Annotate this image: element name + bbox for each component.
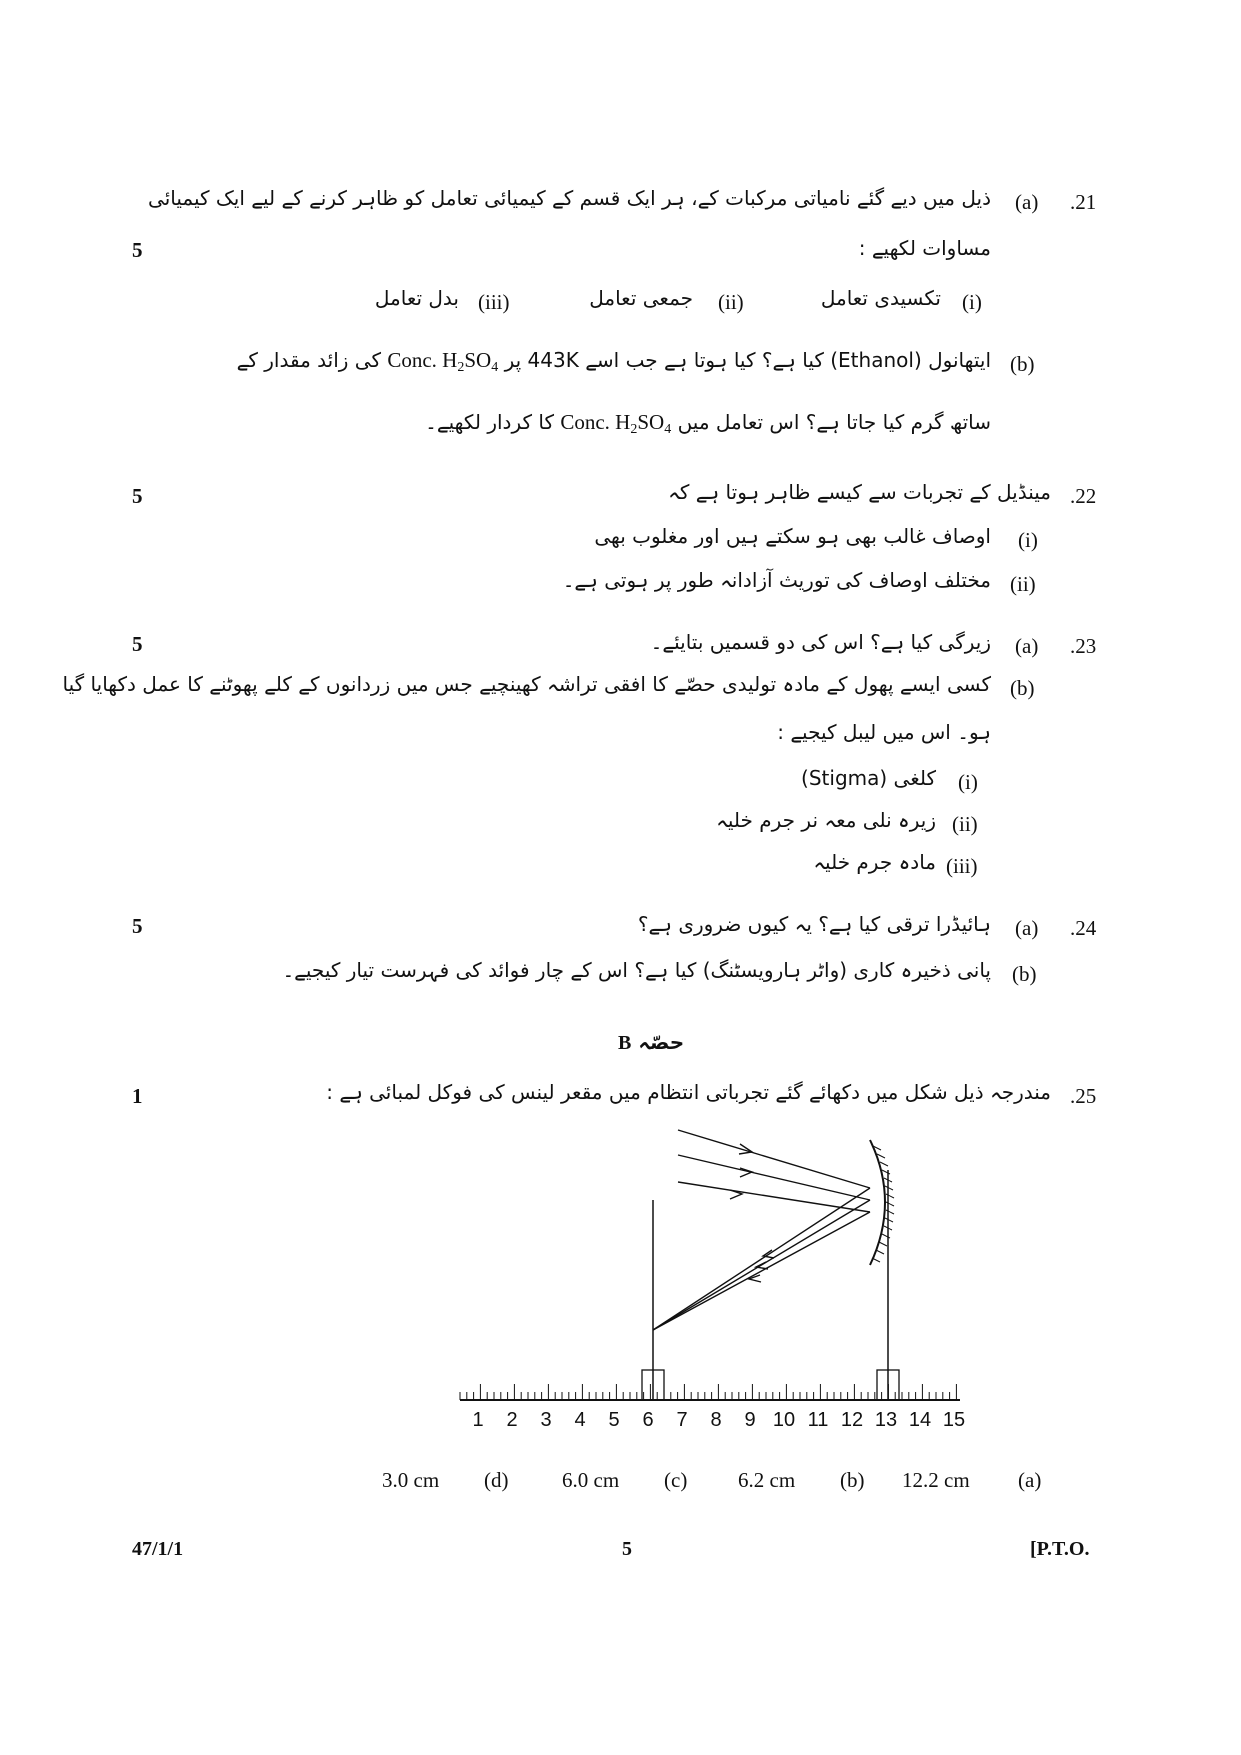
- q23-a: زیرگی کیا ہے؟ اس کی دو قسمیں بتایئے۔: [650, 630, 991, 654]
- q21-b-line2-post: کا کردار لکھیے۔: [425, 410, 554, 434]
- sub-2: 2: [457, 360, 465, 375]
- q21-opt-i-label: (i): [962, 290, 982, 314]
- q23-ii-label: (ii): [952, 812, 978, 836]
- scale-label: 6: [642, 1409, 654, 1431]
- q21-b-label: (b): [1010, 352, 1035, 376]
- scale-label: 14: [908, 1409, 932, 1431]
- q23-i-label: (i): [958, 770, 978, 794]
- q22-ii: مختلف اوصاف کی توریث آزادانہ طور پر ہوتی ہے۔: [562, 568, 991, 592]
- footer-code: 47/1/1: [132, 1538, 184, 1560]
- section-label: حصّہ: [638, 1030, 685, 1054]
- q23-iii: مادہ جرم خلیہ: [813, 850, 936, 874]
- footer-page: 5: [622, 1538, 632, 1560]
- q21-opt-i: تکسیدی تعامل: [820, 286, 941, 310]
- scale-label: 8: [710, 1409, 722, 1431]
- q24-b: پانی ذخیرہ کاری (واٹر ہارویسٹنگ) کیا ہے؟ اس کے چار فوائد کی فہرست تیار کیجیے۔: [282, 958, 991, 982]
- q25-text: مندرجہ ذیل شکل میں دکھائے گئے تجرباتی انتظام میں مقعر لینس کی فوکل لمبائی ہے :: [326, 1080, 1051, 1104]
- q25-opt-a-value: 12.2 cm: [902, 1468, 970, 1492]
- scale-label: 4: [574, 1409, 586, 1431]
- scale-ticks: [460, 1384, 956, 1400]
- reflected-rays: [653, 1188, 870, 1330]
- scale-label: 5: [608, 1409, 620, 1431]
- q25-opt-c-value: 6.0 cm: [562, 1468, 620, 1492]
- q25-marks: 1: [132, 1084, 143, 1108]
- q21-a-line2: مساوات لکھیے :: [858, 236, 991, 260]
- sub-4: 4: [664, 422, 672, 437]
- scale-label: 9: [744, 1409, 756, 1431]
- q24-marks: 5: [132, 914, 143, 938]
- q21-opt-iii: بدل تعامل: [374, 286, 459, 310]
- q24-a-label: (a): [1015, 916, 1039, 940]
- mirror-hatching: [872, 1146, 894, 1262]
- scale-label: 12: [840, 1409, 864, 1431]
- q23-marks: 5: [132, 632, 143, 656]
- q23-b-label: (b): [1010, 676, 1035, 700]
- q21-b-line1: [237, 348, 991, 376]
- section-heading: [618, 1030, 684, 1055]
- q25-opt-d-value: 3.0 cm: [382, 1468, 440, 1492]
- scale-label: 7: [676, 1409, 688, 1431]
- so: SO: [464, 348, 492, 372]
- q23-iii-label: (iii): [946, 854, 978, 878]
- q21-a-line1: ذیل میں دیے گئے نامیاتی مرکبات کے، ہر ایک قسم کے کیمیائی تعامل کو ظاہر کرنے کے لیے ایک کیمیائی: [148, 186, 991, 210]
- section-letter: B: [618, 1032, 632, 1054]
- q22-i: اوصاف غالب بھی ہو سکتے ہیں اور مغلوب بھی: [594, 524, 991, 548]
- q23-ii: زیرہ نلی معہ نر جرم خلیہ: [716, 808, 936, 832]
- scale-label: 10: [772, 1409, 796, 1431]
- q21-opt-ii: جمعی تعامل: [589, 286, 693, 310]
- sub-4: 4: [491, 360, 499, 375]
- q25-opt-b-label: (b): [840, 1468, 865, 1492]
- q21-opt-ii-label: (ii): [718, 290, 744, 314]
- q21-marks: 5: [132, 238, 143, 262]
- q25-opt-d-label: (d): [484, 1468, 509, 1492]
- q21-a-label: (a): [1015, 190, 1039, 214]
- so: SO: [637, 410, 665, 434]
- conc-h: Conc. H: [387, 348, 458, 372]
- q21-b-formula1: [387, 348, 499, 375]
- scale-label: 15: [942, 1409, 966, 1431]
- q21-opt-iii-label: (iii): [478, 290, 510, 314]
- scale-labels: [472, 1409, 965, 1431]
- scale-label: 3: [540, 1409, 552, 1431]
- q25-opt-b-value: 6.2 cm: [738, 1468, 796, 1492]
- q21-b-formula2: [560, 410, 672, 437]
- q22-ii-label: (ii): [1010, 572, 1036, 596]
- q22-text: مینڈیل کے تجربات سے کیسے ظاہر ہوتا ہے کہ: [668, 480, 1051, 504]
- q23-number: .23: [1070, 634, 1097, 658]
- incident-rays: [678, 1130, 870, 1212]
- q21-b-line1-pre: ایتھانول (Ethanol) کیا ہے؟ کیا ہوتا ہے جب اسے 443K پر: [504, 348, 991, 372]
- concave-mirror: [870, 1140, 885, 1265]
- scale-label: 1: [472, 1409, 484, 1431]
- q25-opt-c-label: (c): [664, 1468, 688, 1492]
- q24-a: ہائیڈرا ترقی کیا ہے؟ یہ کیوں ضروری ہے؟: [637, 912, 991, 936]
- q24-number: .24: [1070, 916, 1097, 940]
- conc-h: Conc. H: [560, 410, 631, 434]
- scale-label: 11: [807, 1409, 829, 1431]
- scale-label: 13: [874, 1409, 898, 1431]
- q21-b-line2-pre: ساتھ گرم کیا جاتا ہے؟ اس تعامل میں: [677, 410, 991, 434]
- footer-pto: [P.T.O.: [1030, 1538, 1090, 1560]
- q22-number: .22: [1070, 484, 1097, 508]
- q23-b-line2: ہو۔ اس میں لیبل کیجیے :: [777, 720, 991, 744]
- q21-b-line2: [425, 410, 991, 438]
- sub-2: 2: [630, 422, 638, 437]
- q21-number: .21: [1070, 190, 1097, 214]
- q23-b-line1: کسی ایسے پھول کے مادہ تولیدی حصّے کا افقی تراشہ کھینچیے جس میں زردانوں کے کلے پھوٹنے کا عمل دکھایا گیا: [62, 672, 991, 696]
- optics-diagram: [400, 1110, 1000, 1450]
- q25-number: .25: [1070, 1084, 1097, 1108]
- q23-i: کلغی (Stigma): [801, 766, 936, 790]
- q24-b-label: (b): [1012, 962, 1037, 986]
- q21-b-line1-post: کی زائد مقدار کے: [236, 348, 381, 372]
- q25-opt-a-label: (a): [1018, 1468, 1042, 1492]
- scale-label: 2: [506, 1409, 518, 1431]
- q22-i-label: (i): [1018, 528, 1038, 552]
- q22-marks: 5: [132, 484, 143, 508]
- q23-a-label: (a): [1015, 634, 1039, 658]
